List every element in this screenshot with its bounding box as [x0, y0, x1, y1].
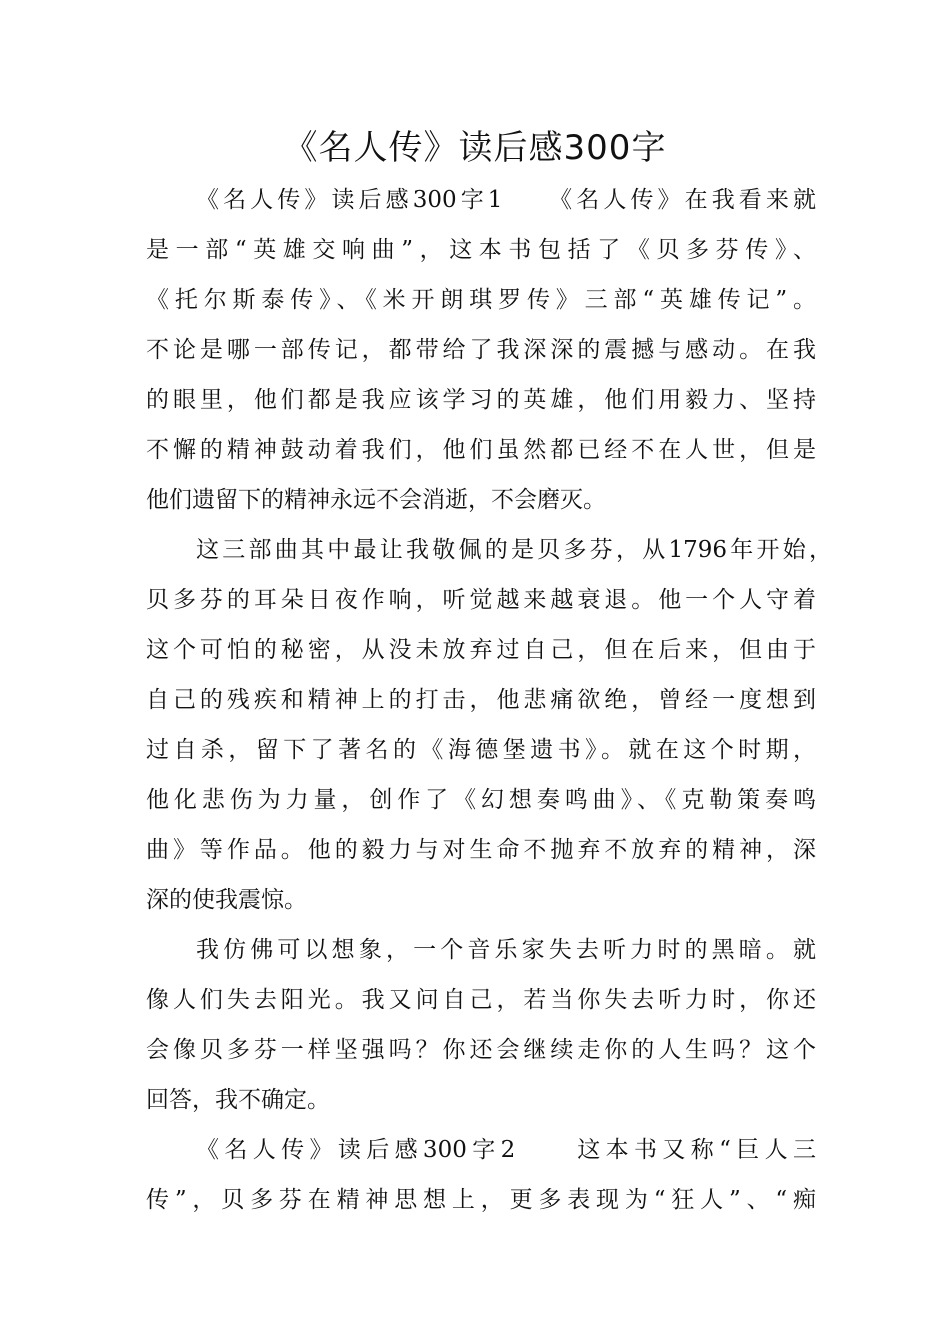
paragraph-line: 他化悲伤为力量，创作了《幻想奏鸣曲》、《克勒策奏鸣 — [146, 787, 816, 813]
paragraph-line: 是一部“英雄交响曲”，这本书包括了《贝多芬传》、 — [146, 237, 816, 263]
paragraph-line: 这三部曲其中最让我敬佩的是贝多芬，从1796年开始， — [196, 537, 832, 563]
paragraph-line: 《名人传》读后感300字2 这本书又称“巨人三 — [196, 1137, 816, 1163]
paragraph-line: 像人们失去阳光。我又问自己，若当你失去听力时，你还 — [146, 987, 816, 1013]
paragraph-line: 的眼里，他们都是我应该学习的英雄，他们用毅力、坚持 — [146, 387, 816, 413]
paragraph-line: 他们遗留下的精神永远不会消逝，不会磨灭。 — [146, 487, 606, 513]
document-title: 《名人传》读后感300字 — [283, 128, 667, 168]
paragraph-line: 《托尔斯泰传》、《米开朗琪罗传》三部“英雄传记”。 — [146, 287, 816, 313]
paragraph-line: 我仿佛可以想象，一个音乐家失去听力时的黑暗。就 — [196, 937, 816, 963]
paragraph-line: 曲》等作品。他的毅力与对生命不抛弃不放弃的精神，深 — [146, 837, 816, 863]
paragraph-line: 过自杀，留下了著名的《海德堡遗书》。就在这个时期， — [146, 737, 816, 763]
paragraph-line: 传”，贝多芬在精神思想上，更多表现为“狂人”、“痴 — [146, 1187, 816, 1213]
paragraph-line: 不懈的精神鼓动着我们，他们虽然都已经不在人世，但是 — [146, 437, 816, 463]
paragraph-line: 贝多芬的耳朵日夜作响，听觉越来越衰退。他一个人守着 — [146, 587, 816, 613]
paragraph-line: 这个可怕的秘密，从没未放弃过自己，但在后来，但由于 — [146, 637, 816, 663]
paragraph-line: 不论是哪一部传记，都带给了我深深的震撼与感动。在我 — [146, 337, 816, 363]
paragraph-line: 自己的残疾和精神上的打击，他悲痛欲绝，曾经一度想到 — [146, 687, 816, 713]
paragraph-line: 《名人传》读后感300字1 《名人传》在我看来就 — [196, 187, 816, 213]
paragraph-line: 深的使我震惊。 — [146, 887, 307, 913]
paragraph-line: 会像贝多芬一样坚强吗？你还会继续走你的人生吗？这个 — [146, 1037, 816, 1063]
paragraph-line: 回答，我不确定。 — [146, 1087, 330, 1113]
